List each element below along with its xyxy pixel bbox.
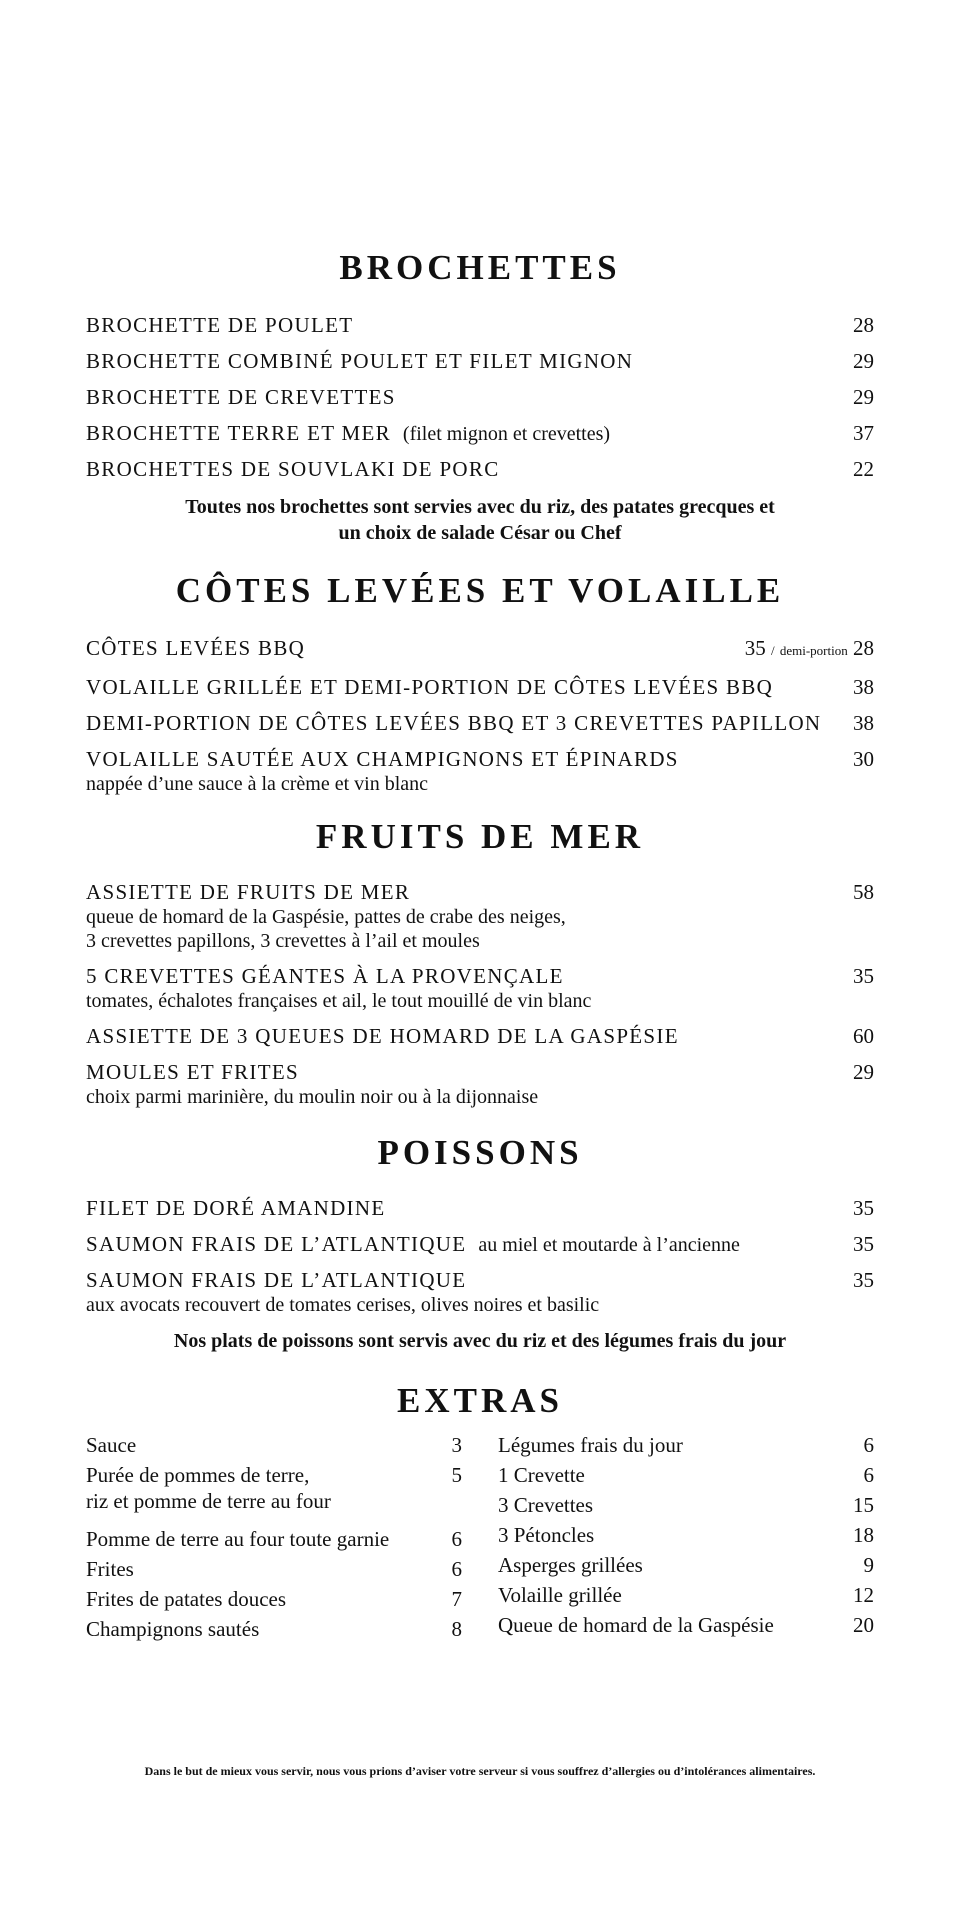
extra-price: 18 xyxy=(853,1523,874,1547)
extra-price: 6 xyxy=(863,1463,874,1487)
section-title-brochettes: BROCHETTES xyxy=(339,248,621,287)
menu-item xyxy=(86,312,874,338)
extra-price: 6 xyxy=(451,1557,462,1581)
extra-label: 1 Crevette xyxy=(498,1463,585,1487)
extra-item xyxy=(498,1552,874,1578)
menu-item xyxy=(86,348,874,374)
extra-price: 8 xyxy=(451,1617,462,1641)
extra-label: Sauce xyxy=(86,1433,137,1457)
extra-item xyxy=(498,1612,874,1638)
poissons-note: Nos plats de poissons sont servis avec du riz et des légumes frais du jour xyxy=(173,1330,787,1352)
extra-label: Volaille grillée xyxy=(498,1583,622,1607)
item-price: 29 xyxy=(853,1060,874,1084)
extra-label: 3 Pétoncles xyxy=(498,1523,595,1547)
menu-item xyxy=(86,674,874,700)
extra-label: riz et pomme de terre au four xyxy=(86,1489,331,1513)
extra-item xyxy=(86,1586,462,1612)
item-price: 38 xyxy=(853,675,874,699)
demi-portion-label: demi-portion xyxy=(779,643,848,658)
extra-label: 3 Crevettes xyxy=(498,1493,594,1517)
item-price: 35 xyxy=(853,1196,874,1220)
item-name: 5 CREVETTES GÉANTES À LA PROVENÇALE xyxy=(86,964,564,988)
allergy-footer-note: Dans le but de mieux vous servir, nous vous prions d’aviser votre serveur si vous souffrez d’allergies ou d’intolérances alimentaires. xyxy=(144,1764,816,1778)
item-inline-description: au miel et moutarde à l’ancienne xyxy=(478,1234,740,1256)
item-price: 29 xyxy=(853,385,874,409)
section-title-fruits-de-mer: FRUITS DE MER xyxy=(315,817,645,856)
extra-price: 9 xyxy=(863,1553,874,1577)
menu-item xyxy=(86,420,874,446)
item-description: queue de homard de la Gaspésie, pattes de crabe des neiges, xyxy=(86,906,566,928)
extra-label: Queue de homard de la Gaspésie xyxy=(498,1613,774,1637)
extra-label: Purée de pommes de terre, xyxy=(86,1463,310,1487)
item-name: BROCHETTES DE SOUVLAKI DE PORC xyxy=(86,457,500,481)
extra-item xyxy=(498,1432,874,1458)
menu-item xyxy=(86,879,874,953)
section-title-poissons: POISSONS xyxy=(377,1133,583,1172)
menu-item xyxy=(86,635,874,664)
menu-item xyxy=(86,384,874,410)
extra-price: 12 xyxy=(853,1583,874,1607)
brochettes-list xyxy=(86,312,874,482)
item-description: choix parmi marinière, du moulin noir ou à la dijonnaise xyxy=(86,1086,539,1108)
menu-item xyxy=(86,746,874,796)
menu-item xyxy=(86,710,874,736)
section-title-extras: EXTRAS xyxy=(397,1381,563,1420)
item-price: 58 xyxy=(853,880,874,904)
extra-item xyxy=(86,1526,462,1552)
extra-label: Champignons sautés xyxy=(86,1617,260,1641)
item-description: 3 crevettes papillons, 3 crevettes à l’ail et moules xyxy=(86,930,480,952)
note-line: Toutes nos brochettes sont servies avec du riz, des patates grecques et xyxy=(185,496,775,518)
extra-price: 6 xyxy=(863,1433,874,1457)
extra-item xyxy=(86,1462,462,1514)
item-price: 29 xyxy=(853,349,874,373)
note-line: un choix de salade César ou Chef xyxy=(338,522,622,544)
menu-item xyxy=(86,1023,874,1049)
item-name: SAUMON FRAIS DE L’ATLANTIQUE xyxy=(86,1268,467,1292)
menu-item xyxy=(86,456,874,482)
extra-label: Asperges grillées xyxy=(498,1553,643,1577)
item-price: 22 xyxy=(853,457,874,481)
item-price: 30 xyxy=(853,747,874,771)
extra-label: Légumes frais du jour xyxy=(498,1433,683,1457)
extra-item xyxy=(86,1432,462,1458)
menu-item xyxy=(86,1231,874,1257)
item-name: BROCHETTE DE POULET xyxy=(86,313,354,337)
item-price: 37 xyxy=(853,421,874,445)
poissons-list xyxy=(86,1195,874,1317)
item-price: 38 xyxy=(853,711,874,735)
item-name: ASSIETTE DE FRUITS DE MER xyxy=(86,880,411,904)
extras-left-column xyxy=(86,1432,462,1642)
cotes-list xyxy=(86,635,874,796)
item-inline-description: (filet mignon et crevettes) xyxy=(402,423,611,445)
item-name: SAUMON FRAIS DE L’ATLANTIQUE xyxy=(86,1232,467,1256)
item-name: DEMI-PORTION DE CÔTES LEVÉES BBQ ET 3 CREVETTES PAPILLON xyxy=(86,711,822,735)
extra-price: 3 xyxy=(451,1433,462,1457)
item-price: 35 xyxy=(853,1232,874,1256)
fruits-list xyxy=(86,879,874,1109)
menu-item xyxy=(86,1195,874,1221)
item-name: VOLAILLE GRILLÉE ET DEMI-PORTION DE CÔTES LEVÉES BBQ xyxy=(86,675,774,699)
menu-item xyxy=(86,1059,874,1109)
item-name: BROCHETTE DE CREVETTES xyxy=(86,385,396,409)
extra-price: 5 xyxy=(451,1463,462,1487)
extra-item xyxy=(86,1616,462,1642)
item-description: tomates, échalotes françaises et ail, le tout mouillé de vin blanc xyxy=(86,990,592,1012)
item-name: VOLAILLE SAUTÉE AUX CHAMPIGNONS ET ÉPINARDS xyxy=(86,747,679,771)
extra-item xyxy=(498,1462,874,1488)
extra-label: Pomme de terre au four toute garnie xyxy=(86,1527,390,1551)
extra-label: Frites xyxy=(86,1557,134,1581)
item-name: MOULES ET FRITES xyxy=(86,1060,299,1084)
extras-grid xyxy=(86,1432,874,1642)
extra-price: 6 xyxy=(451,1527,462,1551)
extra-item xyxy=(498,1522,874,1548)
item-name: BROCHETTE TERRE ET MER xyxy=(86,421,391,445)
extra-price: 15 xyxy=(853,1493,874,1517)
menu-item xyxy=(86,1267,874,1317)
item-price-full: 35 xyxy=(744,636,766,660)
section-title-cotes-levees: CÔTES LEVÉES ET VOLAILLE xyxy=(175,571,785,610)
item-description: aux avocats recouvert de tomates cerises, olives noires et basilic xyxy=(86,1294,600,1316)
item-name: FILET DE DORÉ AMANDINE xyxy=(86,1196,386,1220)
item-price: 28 xyxy=(853,313,874,337)
extra-label-group xyxy=(86,1462,452,1514)
extra-price: 7 xyxy=(451,1587,462,1611)
extra-item xyxy=(498,1492,874,1518)
item-description: nappée d’une sauce à la crème et vin blanc xyxy=(86,773,429,795)
item-price: 35 xyxy=(853,964,874,988)
extra-item xyxy=(498,1582,874,1608)
item-name: CÔTES LEVÉES BBQ xyxy=(86,636,306,660)
brochettes-note xyxy=(86,494,874,546)
item-price: 28 xyxy=(853,636,874,660)
item-price-group xyxy=(745,635,874,664)
item-price: 60 xyxy=(853,1024,874,1048)
item-name: BROCHETTE COMBINÉ POULET ET FILET MIGNON xyxy=(86,349,634,373)
item-name: ASSIETTE DE 3 QUEUES DE HOMARD DE LA GASPÉSIE xyxy=(86,1024,679,1048)
extra-item xyxy=(86,1556,462,1582)
extra-label: Frites de patates douces xyxy=(86,1587,287,1611)
extra-price: 20 xyxy=(853,1613,874,1637)
item-price: 35 xyxy=(853,1268,874,1292)
menu-item xyxy=(86,963,874,1013)
price-separator: / xyxy=(770,643,775,658)
extras-right-column xyxy=(498,1432,874,1642)
